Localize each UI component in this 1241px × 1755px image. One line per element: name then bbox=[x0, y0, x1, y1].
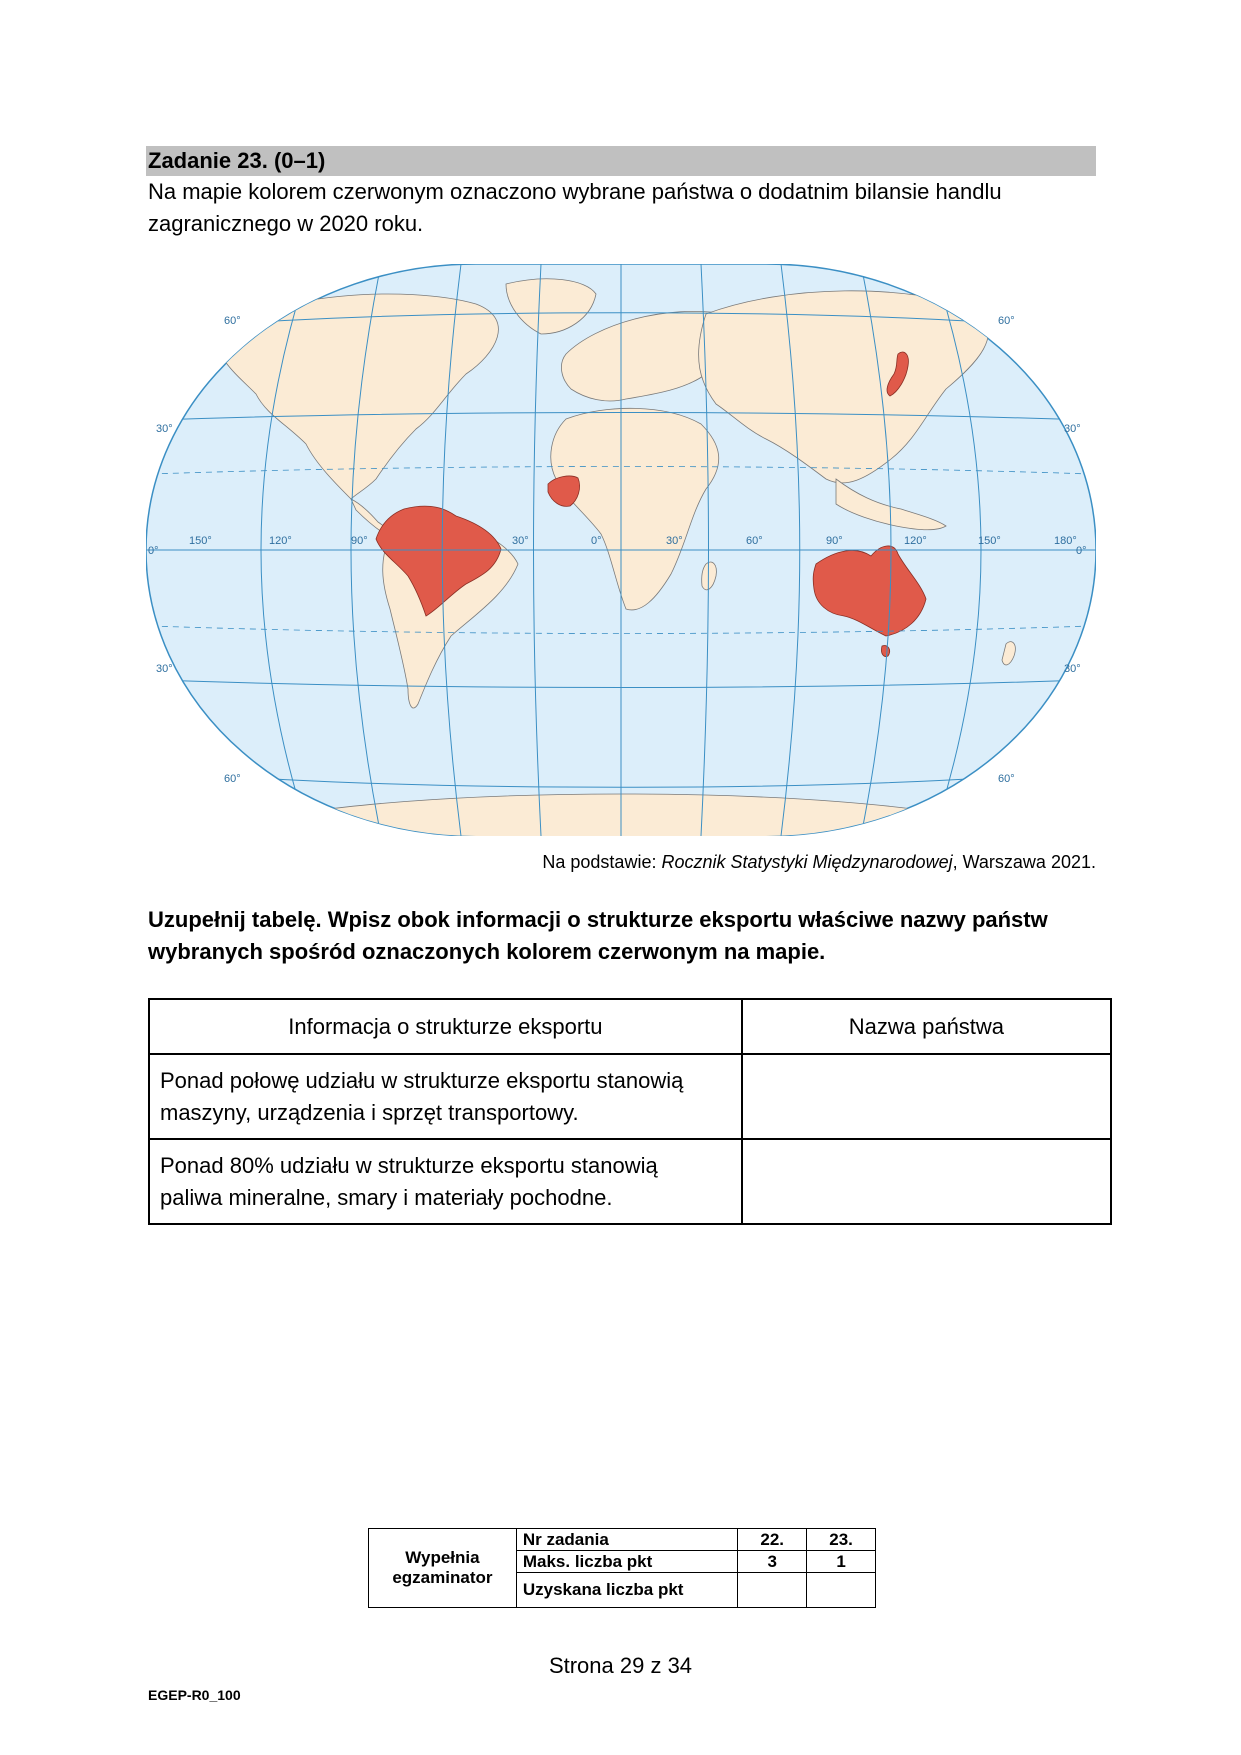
grader-label-line: Wypełnia bbox=[405, 1548, 480, 1567]
task-intro bbox=[148, 176, 1088, 240]
lat-label: 60° bbox=[224, 315, 241, 327]
lon-label: 30° bbox=[512, 535, 529, 547]
grader-table bbox=[368, 1528, 876, 1608]
info-line: Ponad połowę udziału w strukturze eksportu stanowią bbox=[160, 1067, 684, 1093]
equator-label-left: 0° bbox=[148, 545, 159, 557]
lat-label: 60° bbox=[998, 315, 1015, 327]
lon-label: 60° bbox=[746, 535, 763, 547]
tasmania-shape bbox=[881, 646, 889, 657]
lat-label: 30° bbox=[1064, 663, 1081, 675]
task-number-23: 23. bbox=[807, 1529, 876, 1551]
source-title: Rocznik Statystyki Międzynarodowej bbox=[661, 852, 953, 872]
info-line: paliwa mineralne, smary i materiały pochodne. bbox=[160, 1184, 613, 1210]
country-answer-cell[interactable] bbox=[742, 1054, 1111, 1139]
equator-label-right: 0° bbox=[1076, 545, 1087, 557]
lat-label: 30° bbox=[156, 663, 173, 675]
earned-points-22[interactable] bbox=[738, 1573, 807, 1608]
table-row bbox=[149, 1139, 1111, 1224]
instruction-line-1: Uzupełnij tabelę. Wpisz obok informacji o strukturze eksportu właściwe nazwy państw bbox=[148, 907, 1048, 932]
intro-line-2: zagranicznego w 2020 roku. bbox=[148, 211, 424, 236]
header-info: Informacja o strukturze eksportu bbox=[149, 999, 742, 1054]
answer-table bbox=[148, 998, 1112, 1225]
lat-label: 30° bbox=[1064, 423, 1081, 435]
info-line: Ponad 80% udziału w strukturze eksportu stanowią bbox=[160, 1152, 658, 1178]
grader-label-line: egzaminator bbox=[392, 1568, 493, 1587]
lon-label: 120° bbox=[904, 535, 927, 547]
task-number-label: Nr zadania bbox=[516, 1529, 737, 1551]
source-suffix: , Warszawa 2021. bbox=[952, 852, 1096, 872]
lon-label: 30° bbox=[666, 535, 683, 547]
lat-label: 60° bbox=[224, 773, 241, 785]
country-answer-cell[interactable] bbox=[742, 1139, 1111, 1224]
instruction-line-2: wybranych spośród oznaczonych kolorem czerwonym na mapie. bbox=[148, 939, 826, 964]
answer-table-header bbox=[149, 999, 1111, 1054]
lon-label: 90° bbox=[351, 535, 368, 547]
lon-label: 90° bbox=[826, 535, 843, 547]
info-line: maszyny, urządzenia i sprzęt transportowy. bbox=[160, 1099, 579, 1125]
header-country: Nazwa państwa bbox=[742, 999, 1111, 1054]
exam-code: EGEP-R0_100 bbox=[148, 1687, 241, 1703]
lon-label: 180° bbox=[1054, 535, 1077, 547]
earned-points-23[interactable] bbox=[807, 1573, 876, 1608]
table-row bbox=[149, 1054, 1111, 1139]
task-title: Zadanie 23. (0–1) bbox=[146, 146, 1096, 176]
lat-label: 30° bbox=[156, 423, 173, 435]
world-map bbox=[146, 264, 1096, 836]
lon-label: 150° bbox=[189, 535, 212, 547]
lon-label: 150° bbox=[978, 535, 1001, 547]
export-info bbox=[149, 1139, 742, 1224]
source-prefix: Na podstawie: bbox=[542, 852, 662, 872]
intro-line-1: Na mapie kolorem czerwonym oznaczono wybrane państwa o dodatnim bilansie handlu bbox=[148, 179, 1002, 204]
max-points-22: 3 bbox=[738, 1551, 807, 1573]
grader-label bbox=[369, 1529, 517, 1608]
task-number-22: 22. bbox=[738, 1529, 807, 1551]
map-source bbox=[542, 852, 1096, 873]
lat-label: 60° bbox=[998, 773, 1015, 785]
earned-points-label: Uzyskana liczba pkt bbox=[516, 1573, 737, 1608]
task-instruction bbox=[148, 904, 1108, 968]
lon-label: 120° bbox=[269, 535, 292, 547]
export-info bbox=[149, 1054, 742, 1139]
lon-label: 0° bbox=[591, 535, 602, 547]
max-points-label: Maks. liczba pkt bbox=[516, 1551, 737, 1573]
page-number: Strona 29 z 34 bbox=[548, 1653, 693, 1678]
max-points-23: 1 bbox=[807, 1551, 876, 1573]
